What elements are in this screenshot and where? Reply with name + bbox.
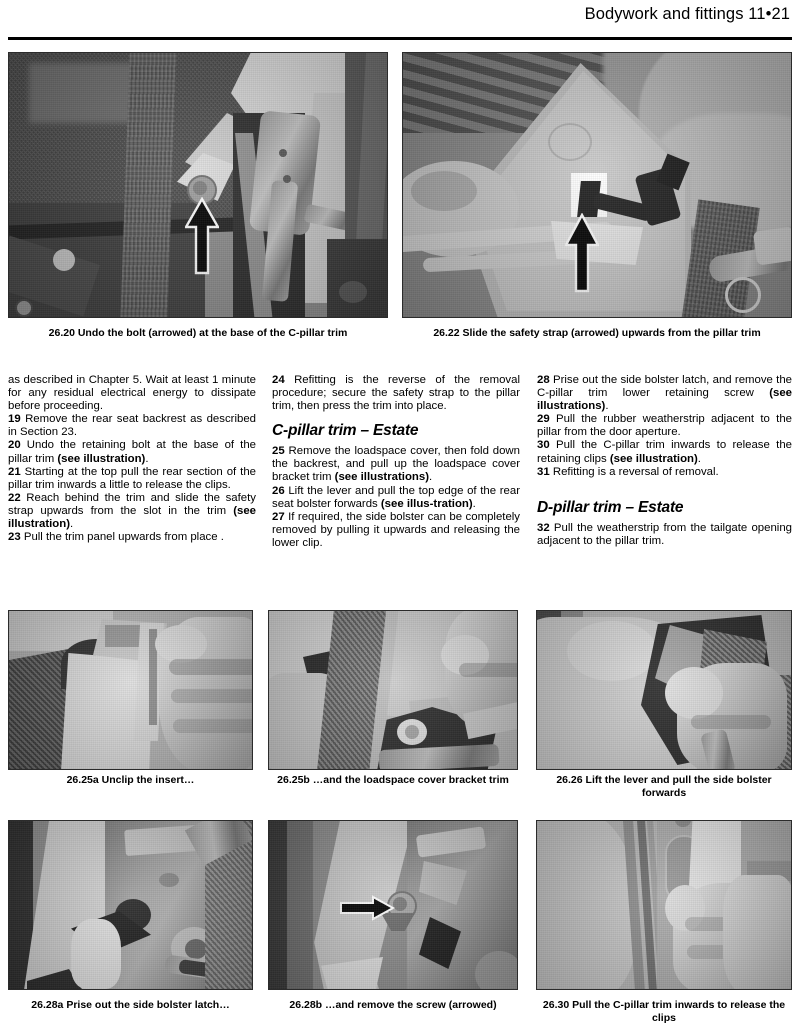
step-number: 19 bbox=[8, 413, 21, 426]
caption-text: Prise out the side bolster latch… bbox=[66, 999, 230, 1011]
step-text-tail: . bbox=[70, 518, 74, 531]
page-title: Bodywork and fittings 11•21 bbox=[584, 5, 790, 23]
step-text: Refitting is the reverse of the removal procedure; secure the safety strap to the pillar trim, then press the trim into place. bbox=[272, 374, 520, 413]
figure-26-20 bbox=[8, 52, 388, 318]
caption-number: 26.20 bbox=[48, 327, 75, 339]
step-20 bbox=[8, 439, 256, 465]
step-text: Pull the rubber weatherstrip adjacent to the pillar from the door aperture. bbox=[537, 413, 792, 439]
caption-number: 26.30 bbox=[542, 999, 570, 1011]
step-25 bbox=[272, 445, 520, 484]
step-number: 32 bbox=[537, 521, 550, 534]
step-31 bbox=[537, 466, 792, 479]
step-27 bbox=[272, 511, 520, 550]
step-text: Starting at the top pull the rear section of the pillar trim inwards a little to release the clips. bbox=[8, 465, 256, 491]
step-text: Remove the rear seat backrest as described in Section 23. bbox=[8, 413, 256, 439]
step-number: 22 bbox=[8, 491, 21, 504]
section-heading-c-pillar: C-pillar trim – Estate bbox=[272, 422, 419, 440]
see-illustration-ref: (see illustrations) bbox=[334, 471, 429, 484]
step-number: 26 bbox=[272, 484, 285, 497]
text-column-right bbox=[537, 374, 792, 548]
step-text: Pull the C-pillar trim inwards to release the retaining clips bbox=[537, 439, 792, 465]
text-column-left bbox=[8, 374, 256, 544]
caption-number: 26.22 bbox=[433, 327, 460, 339]
step-number: 20 bbox=[8, 439, 21, 452]
page-header bbox=[0, 0, 800, 40]
caption-number: 26.28a bbox=[31, 999, 64, 1011]
caption-text: Undo the bolt (arrowed) at the base of the C-pillar trim bbox=[77, 327, 348, 339]
caption-26-25a bbox=[8, 774, 253, 787]
figure-26-30 bbox=[536, 820, 792, 990]
figure-26-22 bbox=[402, 52, 792, 318]
step-number: 23 bbox=[8, 531, 21, 544]
step-text: If required, the side bolster can be completely removed by pulling it upwards and releasing the lower clip. bbox=[272, 510, 521, 549]
step-number: 28 bbox=[537, 374, 550, 386]
step-text: Pull the trim panel upwards from place . bbox=[23, 531, 224, 544]
step-text: Remove the loadspace cover, then fold down the backrest, and pull up the loadspace cover bracket trim bbox=[272, 445, 520, 484]
caption-26-28a bbox=[8, 999, 253, 1012]
section-heading-d-pillar: D-pillar trim – Estate bbox=[537, 498, 684, 516]
caption-text: Pull the C-pillar trim inwards to release the clips bbox=[572, 999, 786, 1024]
caption-26-22 bbox=[400, 327, 794, 340]
see-illustration-ref: (see illustration) bbox=[8, 504, 256, 531]
step-text: Reach behind the trim and slide the safety strap upwards from the slot in the trim bbox=[8, 491, 256, 517]
step-28 bbox=[537, 374, 792, 413]
caption-text: Lift the lever and pull the side bolster forwards bbox=[585, 774, 772, 799]
step-26 bbox=[272, 485, 520, 511]
step-text-tail: . bbox=[145, 452, 149, 465]
step-24 bbox=[272, 374, 520, 413]
step-number: 30 bbox=[537, 439, 550, 452]
step-21 bbox=[8, 466, 256, 492]
step-30 bbox=[537, 439, 792, 465]
step-text: Pull the weatherstrip from the tailgate opening adjacent to the pillar trim. bbox=[537, 521, 792, 547]
caption-26-20 bbox=[8, 327, 388, 340]
see-illustration-ref: (see illustration) bbox=[609, 452, 698, 465]
caption-text: …and remove the screw (arrowed) bbox=[325, 999, 497, 1011]
caption-text: Slide the safety strap (arrowed) upwards from the pillar trim bbox=[462, 327, 761, 339]
step-number: 31 bbox=[537, 465, 550, 478]
header-divider bbox=[8, 37, 792, 40]
step-32 bbox=[537, 522, 792, 548]
step-23 bbox=[8, 531, 256, 544]
caption-text: Unclip the insert… bbox=[101, 774, 195, 786]
caption-text: …and the loadspace cover bracket trim bbox=[312, 774, 509, 786]
see-illustration-ref: (see illus-tration) bbox=[380, 497, 473, 510]
caption-26-26 bbox=[536, 774, 792, 799]
figure-26-25b bbox=[268, 610, 518, 770]
figure-26-28b bbox=[268, 820, 518, 990]
caption-number: 26.25a bbox=[66, 774, 99, 786]
paragraph-intro: as described in Chapter 5. Wait at least 1 minute for any residual electrical energy to dissipate before proceeding. bbox=[8, 374, 256, 413]
step-number: 24 bbox=[272, 374, 285, 386]
caption-number: 26.25b bbox=[277, 774, 310, 786]
step-29 bbox=[537, 413, 792, 439]
step-text: Refitting is a reversal of removal. bbox=[552, 465, 719, 478]
step-number: 29 bbox=[537, 413, 550, 426]
step-text: Lift the lever and pull the top edge of the rear seat bolster forwards bbox=[272, 484, 521, 510]
figure-26-25a bbox=[8, 610, 253, 770]
figure-26-28a bbox=[8, 820, 253, 990]
caption-26-30 bbox=[536, 999, 792, 1024]
step-text-tail: . bbox=[472, 497, 476, 510]
step-22 bbox=[8, 492, 256, 531]
step-text-tail: . bbox=[697, 452, 701, 465]
step-text-tail: . bbox=[428, 471, 433, 484]
caption-number: 26.26 bbox=[556, 774, 583, 786]
step-number: 25 bbox=[272, 445, 285, 458]
step-text: Prise out the side bolster latch, and remove the C-pillar trim lower retaining screw bbox=[537, 374, 792, 400]
step-text-tail: . bbox=[605, 400, 609, 413]
caption-number: 26.28b bbox=[289, 999, 323, 1011]
see-illustration-ref: (see illustration) bbox=[57, 452, 146, 465]
caption-26-28b bbox=[268, 999, 518, 1012]
step-text: Undo the retaining bolt at the base of the pillar trim bbox=[8, 439, 256, 465]
step-19 bbox=[8, 413, 256, 439]
caption-26-25b bbox=[268, 774, 518, 787]
figure-26-26 bbox=[536, 610, 792, 770]
step-number: 27 bbox=[272, 510, 285, 523]
step-number: 21 bbox=[8, 465, 21, 478]
text-column-middle bbox=[272, 374, 520, 550]
see-illustration-ref: (see illustrations) bbox=[537, 387, 792, 413]
